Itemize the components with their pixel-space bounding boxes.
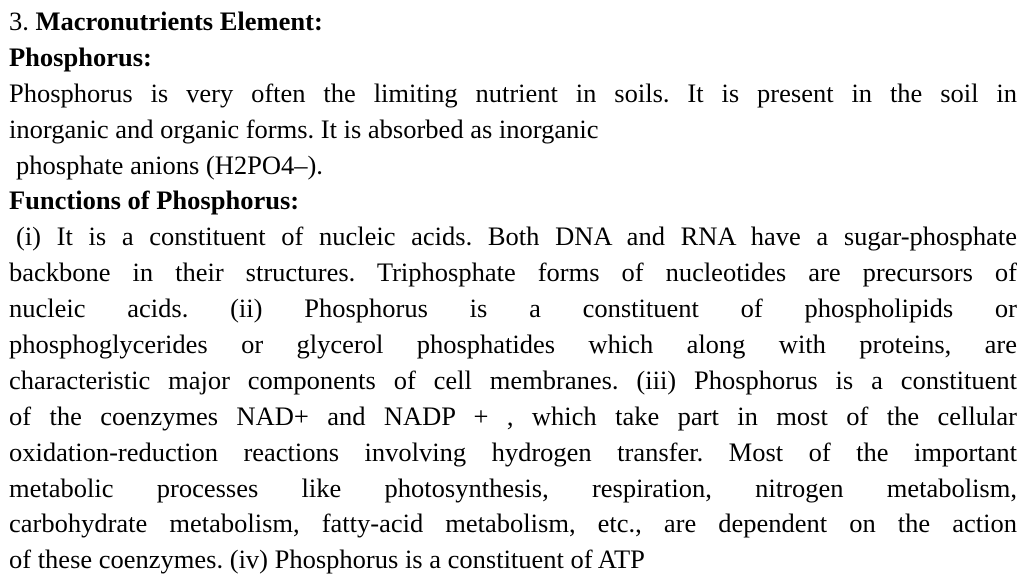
functions-line: nucleic acids. (ii) Phosphorus is a constituent of phospholipids or [9, 293, 1017, 324]
functions-heading: Functions of Phosphorus: [9, 185, 300, 216]
subheading-phosphorus: Phosphorus: [9, 41, 152, 72]
intro-line: phosphate anions (H2PO4–). [16, 149, 323, 180]
functions-line: (i) It is a constituent of nucleic acids. Both DNA and RNA have a sugar-phosphate [16, 221, 1017, 252]
functions-line: of these coenzymes. (iv) Phosphorus is a constituent of ATP [9, 544, 645, 575]
intro-line: inorganic and organic forms. It is absorbed as inorganic [9, 113, 599, 144]
functions-line: characteristic major components of cell membranes. (iii) Phosphorus is a constituent [9, 364, 1017, 395]
functions-line: metabolic processes like photosynthesis, respiration, nitrogen metabolism, [9, 472, 1017, 503]
functions-line: of the coenzymes NAD+ and NADP + , which take part in most of the cellular [9, 400, 1017, 431]
functions-line: phosphoglycerides or glycerol phosphatides which along with proteins, are [9, 329, 1017, 360]
functions-line: carbohydrate metabolism, fatty-acid metabolism, etc., are dependent on the action [9, 508, 1017, 539]
functions-line: oxidation-reduction reactions involving hydrogen transfer. Most of the important [9, 436, 1017, 467]
section-heading [9, 4, 1017, 40]
section-number: 3. [9, 6, 36, 36]
functions-line: backbone in their structures. Triphosphate forms of nucleotides are precursors of [9, 257, 1017, 288]
section-title: Macronutrients Element: [35, 6, 323, 36]
intro-line: Phosphorus is very often the limiting nutrient in soils. It is present in the soil in [9, 77, 1017, 108]
